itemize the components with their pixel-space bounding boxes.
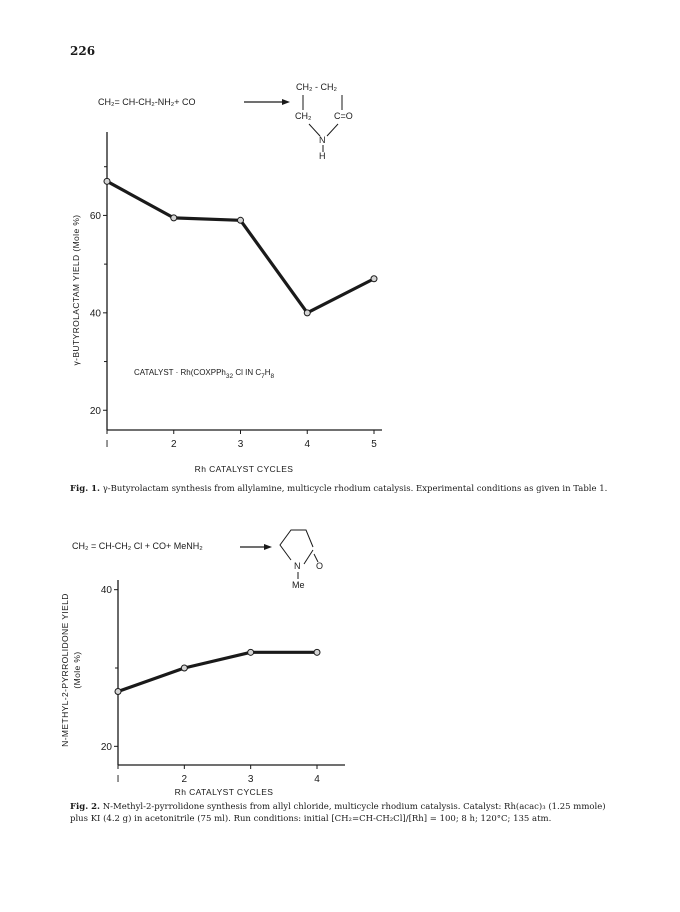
fig2-series-line [118, 652, 317, 691]
fig2-y-tick-label: 20 [100, 741, 112, 753]
fig2-x-tick-label: 4 [314, 774, 320, 785]
fig1-y-axis-title: γ-BUTYROLACTAM YIELD (Mole %) [71, 214, 81, 366]
fig2-x-tick-label: I [116, 774, 120, 785]
page-number: 226 [70, 44, 96, 58]
fig1-annotation-part: H [264, 368, 271, 377]
fig2-reaction-reactants: CH₂ = CH-CH₂ Cl + CO+ MeNH₂ [72, 541, 203, 551]
fig2-x-tick-label: 3 [247, 774, 254, 785]
fig1-ring-n: N [319, 135, 326, 145]
fig1-annotation-part: 3 [225, 373, 230, 380]
fig1-x-axis-title: Rh CATALYST CYCLES [194, 464, 294, 474]
fig2-y-tick-label: 40 [100, 585, 112, 597]
fig1-annotation-part: CATALYST · Rh(COXPPh [134, 368, 226, 377]
fig2-data-point [181, 665, 187, 671]
fig1-y-tick-label: 20 [89, 405, 101, 417]
fig1-annotation-part: 2 [229, 373, 234, 380]
fig2-caption-label: Fig. 2. [70, 802, 100, 812]
fig2-x-axis-title: Rh CATALYST CYCLES [174, 787, 274, 797]
fig1-caption-text: γ-Butyrolactam synthesis from allylamine, multicycle rhodium catalysis. Experimental conditions as given in Table 1. [100, 484, 608, 494]
fig1-x-tick-label: 5 [371, 439, 377, 450]
fig1-caption-label: Fig. 1. [70, 484, 100, 494]
fig2-x-tick-label: 2 [181, 774, 188, 785]
fig2-caption [70, 801, 615, 825]
fig2-data-point [115, 689, 121, 695]
fig1-x-tick-label: 3 [237, 439, 244, 450]
fig2-ring-n: N [294, 561, 301, 571]
fig1-annotation-part: 8 [270, 373, 275, 380]
fig2-data-point [314, 649, 320, 655]
fig1-ring-h: H [319, 151, 326, 161]
fig2-y-axis-title-line2: (Mole %) [72, 651, 82, 689]
fig1-annotation-part: Cl IN C [233, 368, 262, 377]
fig1-y-tick-label: 40 [89, 308, 101, 320]
fig1-ring-top: CH₂ - CH₂ [296, 82, 337, 92]
fig1-ring-left: CH₂ [295, 111, 312, 121]
fig2-ring-o: O [316, 561, 324, 571]
fig2-caption-text: N-Methyl-2-pyrrolidone synthesis from allyl chloride, multicycle rhodium catalysis. Catalyst: Rh(acac)₃ (1.25 mmole) plus KI (4.2 g) in acetonitrile (75 ml). Run conditions: initial [CH₂=CH-CH₂Cl]/[Rh] = 100; 8 h; 120°C; 135 atm. [70, 802, 606, 824]
fig1-x-tick-label: 4 [304, 439, 311, 450]
fig2-ring-me: Me [292, 580, 305, 590]
fig1-annotation-part: 7 [261, 373, 265, 380]
fig2-y-axis-title-line1: N-METHYL-2-PYRROLIDONE YIELD [60, 593, 70, 747]
fig1-x-tick-label: 2 [170, 439, 177, 450]
fig1-ring-right: C=O [334, 111, 353, 121]
fig1-reaction-reactants: CH₂= CH-CH₂-NH₂+ CO [98, 97, 196, 107]
fig1-y-tick-label: 60 [89, 210, 101, 222]
fig1-x-tick-label: I [105, 439, 109, 450]
fig2-data-point [248, 649, 254, 655]
